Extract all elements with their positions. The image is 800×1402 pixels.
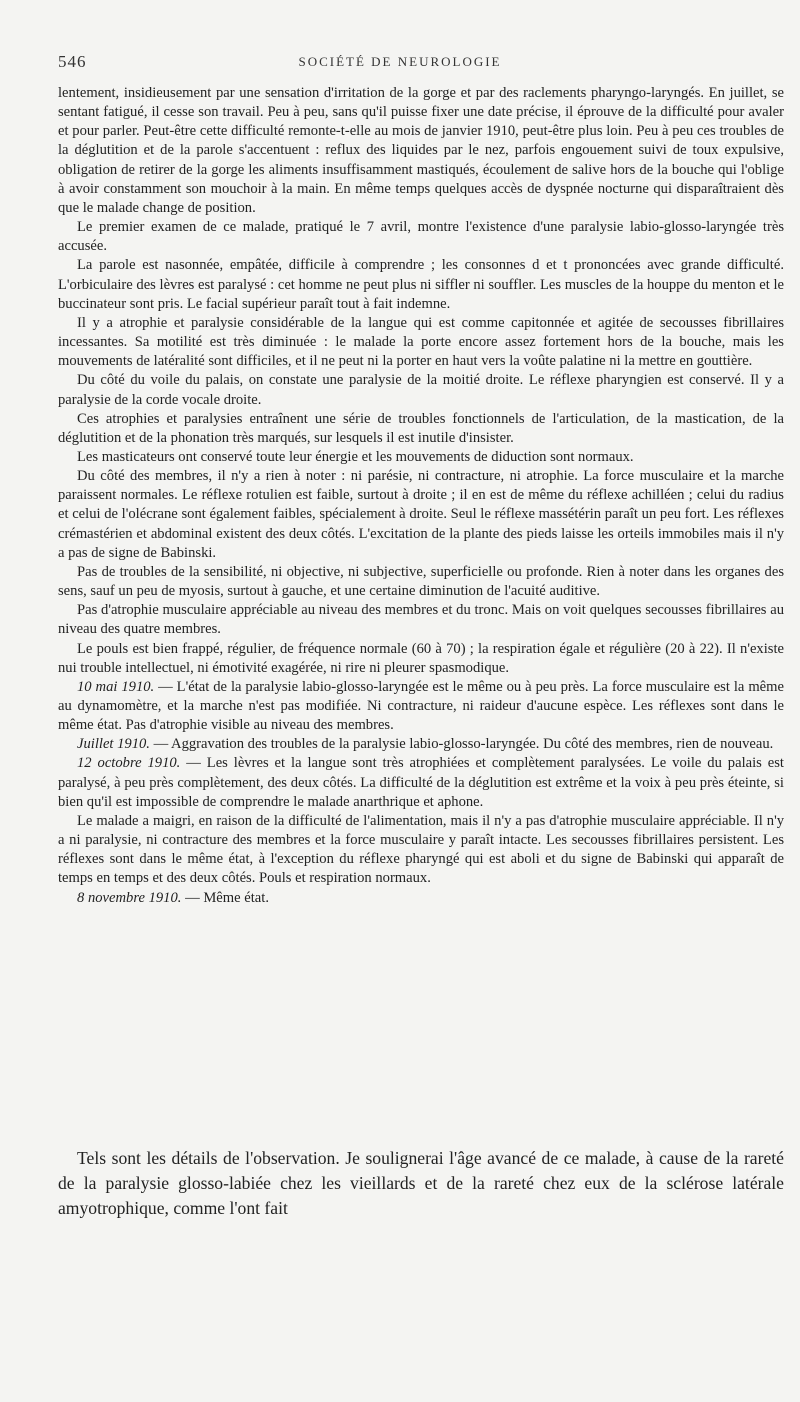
article-body bbox=[58, 84, 784, 908]
paragraph bbox=[58, 218, 784, 256]
entry-date: Juillet 1910. bbox=[77, 736, 150, 753]
running-title: SOCIÉTÉ DE NEUROLOGIE bbox=[298, 54, 502, 69]
paragraph bbox=[58, 889, 784, 908]
paragraph bbox=[58, 640, 784, 678]
paragraph bbox=[58, 601, 784, 639]
paragraph-text: Du côté des membres, il n'y a rien à noter : ni parésie, ni contracture, ni atrophie. La force musculaire et la marche paraissent normales. Le réflexe rotulien est faible, surtout à droite ; il en est de même du réflexe achilléen ; celui du radius et celui de l'olécrane sont également faibles, spécialement à droite. Seul le réflexe massétérin paraît un peu fort. Les réflexes crémastérien et abdominal existent des deux côtés. L'excitation de la plante des pieds laisse les orteils immobiles mais il n'y a pas de signe de Babinski. bbox=[58, 468, 784, 561]
paragraph bbox=[58, 314, 784, 371]
entry-date: 12 octobre 1910. bbox=[77, 755, 181, 772]
paragraph-text: Le pouls est bien frappé, régulier, de fréquence normale (60 à 70) ; la respiration égale et régulière (20 à 22). Il n'existe nui trouble intellectuel, ni émotivité exagérée, ni rire ni pleurer spasmodique. bbox=[58, 640, 784, 676]
paragraph bbox=[58, 754, 784, 811]
paragraph bbox=[58, 735, 784, 754]
paragraph bbox=[58, 448, 784, 467]
paragraph-text: Les masticateurs ont conservé toute leur énergie et les mouvements de diduction sont normaux. bbox=[77, 448, 634, 465]
paragraph-text: Le premier examen de ce malade, pratiqué le 7 avril, montre l'existence d'une paralysie labio-glosso-laryngée très accusée. bbox=[58, 219, 784, 255]
paragraph-text: — Aggravation des troubles de la paralysie labio-glosso-laryngée. Du côté des membres, rien de nouveau. bbox=[149, 736, 774, 753]
entry-date: 8 novembre 1910. bbox=[77, 889, 182, 906]
paragraph bbox=[58, 678, 784, 735]
paragraph bbox=[58, 371, 784, 409]
paragraph-text: Il y a atrophie et paralysie considérable de la langue qui est comme capitonnée et agitée de secousses fibrillaires incessantes. Sa motilité est très diminuée : le malade la porte encore assez fortement hors de la bouche, mais les mouvements de latéralité sont difficiles, et il ne peut ni la porter en haut vers la voûte palatine ni la mettre en gouttière. bbox=[58, 314, 784, 370]
closing-text: Tels sont les détails de l'observation. Je soulignerai l'âge avancé de ce malade, à cause de la rareté de la paralysie glosso-labiée chez les vieillards et de la rareté chez eux de la sclérose latérale amyotrophique, comme l'ont fait bbox=[58, 1148, 784, 1218]
paragraph bbox=[58, 467, 784, 563]
paragraph-text: — Même état. bbox=[181, 889, 269, 906]
paragraph-text: lentement, insidieusement par une sensation d'irritation de la gorge et par des raclements pharyngo-laryngés. En juillet, se sentant fatigué, il cesse son travail. Peu à peu, sans qu'il puisse fixer une date précise, il éprouve de la difficulté pour avaler et pour parler. Peut-être cette difficulté remonte-t-elle au mois de janvier 1910, peut-être plus loin. Peu à peu ces troubles de la déglutition et de la parole s'accentuent : reflux des liquides par le nez, parfois engouement suivi de toux expulsive, obligation de retirer de la gorge les aliments insuffisamment mastiqués, écoulement de salive hors de la bouche qui l'oblige à avoir constamment son mouchoir à la main. En même temps quelques accès de dyspnée nocturne qui disparaîtraient dès que le malade change de position. bbox=[58, 85, 784, 216]
paragraph-text: Pas de troubles de la sensibilité, ni objective, ni subjective, superficielle ou profonde. Rien à noter dans les organes des sens, sauf un peu de myosis, surtout à gauche, et une certaine diminution de l'acuité auditive. bbox=[58, 563, 784, 600]
paragraph-text: Du côté du voile du palais, on constate une paralysie de la moitié droite. Le réflexe pharyngien est conservé. Il y a paralysie de la corde vocale droite. bbox=[58, 372, 784, 408]
paragraph bbox=[58, 410, 784, 448]
page-number: 546 bbox=[58, 52, 87, 71]
paragraph-text: — Les lèvres et la langue sont très atrophiées et complètement paralysées. Le voile du palais est paralysé, à peu près complètement, des deux côtés. La difficulté de la déglutition est extrême et la voix à peu près éteinte, si bien qu'il est impossible de comprendre le malade anarthrique et aphone. bbox=[58, 755, 784, 810]
page-header bbox=[0, 52, 800, 76]
paragraph-text: Le malade a maigri, en raison de la difficulté de l'alimentation, mais il n'y a pas d'atrophie musculaire appréciable. Il n'y a ni paralysie, ni contracture des membres et la force musculaire y paraît intacte. Les secousses fibrillaires persistent. Les réflexes sont dans le même état, à l'exception du réflexe pharyngé qui est aboli et du signe de Babinski qui apparaît de temps en temps et des deux côtés. Pouls et respiration normaux. bbox=[58, 812, 784, 887]
paragraph-text: La parole est nasonnée, empâtée, difficile à comprendre ; les consonnes d et t prononcées avec grande difficulté. L'orbiculaire des lèvres est paralysé : cet homme ne peut plus ni siffler ni souffler. Les muscles de la houppe du menton et le buccinateur sont pris. Le facial supérieur paraît tout à fait indemne. bbox=[58, 257, 784, 312]
entry-date: 10 mai 1910. bbox=[77, 678, 155, 695]
paragraph bbox=[58, 812, 784, 889]
paragraph bbox=[58, 563, 784, 601]
paragraph-text: Ces atrophies et paralysies entraînent une série de troubles fonctionnels de l'articulation, de la mastication, de la déglutition et de la phonation très marqués, sur lesquels il est inutile d'insister. bbox=[58, 410, 784, 446]
paragraph bbox=[58, 84, 784, 218]
paragraph bbox=[58, 256, 784, 313]
closing-paragraph bbox=[58, 1146, 784, 1221]
paragraph-text: Pas d'atrophie musculaire appréciable au niveau des membres et du tronc. Mais on voit quelques secousses fibrillaires au niveau des quatre membres. bbox=[58, 602, 784, 638]
paragraph-text: — L'état de la paralysie labio-glosso-laryngée est le même ou à peu près. La force musculaire est la même au dynamomètre, et la marche n'est pas modifiée. Ni contracture, ni raideur d'aucune espèce. Les réflexes sont dans le même état. Pas d'atrophie visible au niveau des membres. bbox=[58, 678, 784, 734]
